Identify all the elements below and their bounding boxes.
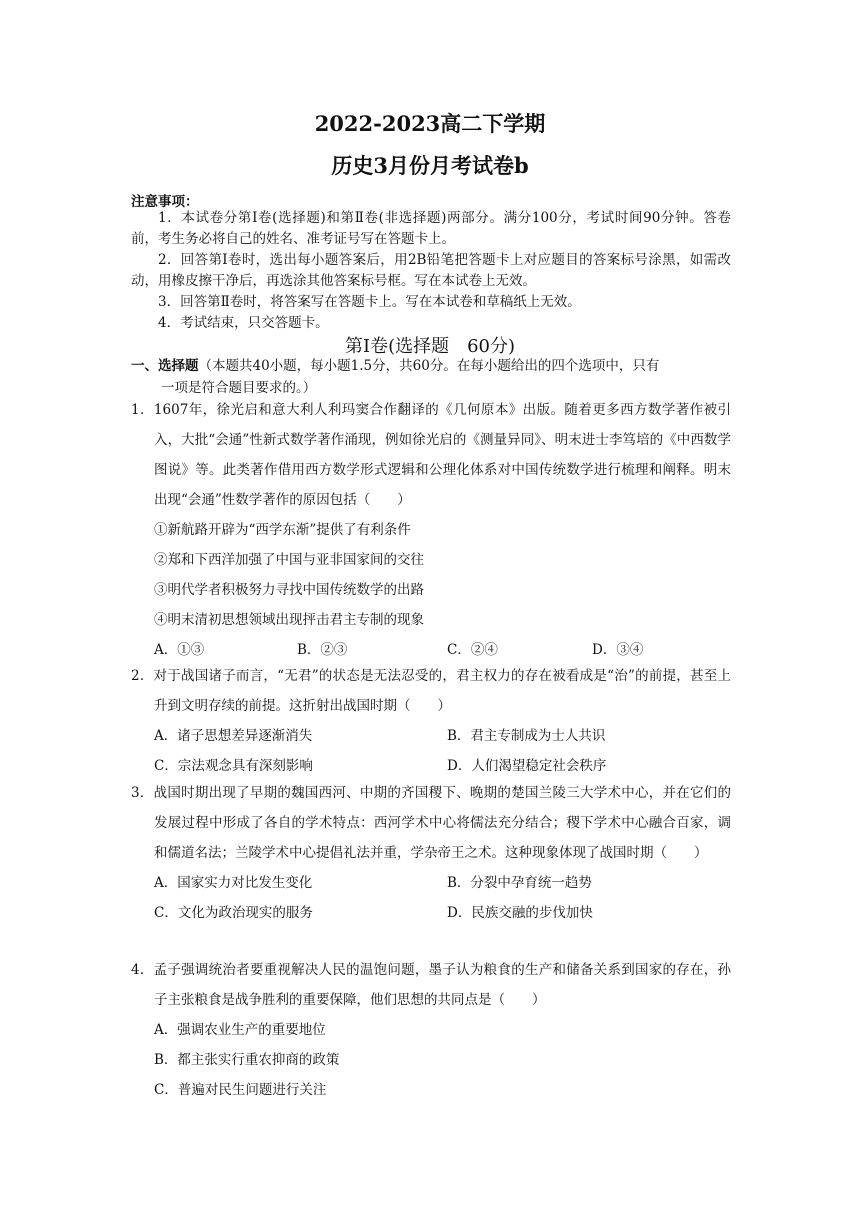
note-item: 4．考试结束，只交答题卡。 xyxy=(158,315,329,331)
instruction-label: 一、选择题 xyxy=(131,358,199,374)
exam-title-line1: 2022-2023高二下学期 xyxy=(314,111,546,136)
section-title-part1: 第Ⅰ卷(选择题 xyxy=(344,336,450,357)
options-row xyxy=(131,721,731,751)
option-b: B．都主张实行重农抑商的政策 xyxy=(154,1052,340,1068)
option-a: A．国家实力对比发生变化 xyxy=(154,875,313,891)
option-b: B．②③ xyxy=(297,642,348,658)
question-stem: 4．孟子强调统治者要重视解决人民的温饱问题，墨子认为粮食的生产和储备关系到国家的存在，孙子主张粮食是战争胜利的重要保障，他们思想的共同点是（ ） xyxy=(131,962,731,1008)
question-1 xyxy=(131,395,731,665)
question-stem: 3．战国时期出现了早期的魏国西河、中期的齐国稷下、晚期的楚国兰陵三大学术中心，并在它们的发展过程中形成了各自的学术特点：西河学术中心将儒法充分结合；稷下学术中心融合百家，调和儒道名法；兰陵学术中心提倡礼法并重，学杂帝王之术。这种现象体现了战国时期（ ） xyxy=(131,785,731,861)
option-d: D．民族交融的步伐加快 xyxy=(447,905,593,921)
instruction-text-2: 一项是符合题目要求的。） xyxy=(161,380,317,396)
option-c: C．普遍对民生问题进行关注 xyxy=(154,1082,327,1098)
option-b: B．分裂中孕育统一趋势 xyxy=(447,875,592,891)
question-2 xyxy=(131,661,731,781)
statement-item: ②郑和下西洋加强了中国与亚非国家间的交往 xyxy=(154,552,424,568)
section-title-part2: 60分) xyxy=(467,336,516,357)
option-a: A．强调农业生产的重要地位 xyxy=(154,1022,326,1038)
statement-item: ④明末清初思想领域出现抨击君主专制的现象 xyxy=(154,612,424,628)
options-row xyxy=(131,751,731,781)
question-4 xyxy=(131,955,731,1105)
option-d: D．人们渴望稳定社会秩序 xyxy=(447,758,607,774)
statement-item: ①新航路开辟为“西学东渐”提供了有利条件 xyxy=(154,522,411,538)
option-c: C．宗法观念具有深刻影响 xyxy=(154,758,313,774)
question-stem: 1．1607年，徐光启和意大利人利玛窦合作翻译的《几何原本》出版。随着更多西方数学著作被引入，大批“会通”性新式数学著作涌现，例如徐光启的《测量异同》、明末进士李笃培的《中西数学图说》等。此类著作借用西方数学形式逻辑和公理化体系对中国传统数学进行梳理和阐释。明末出现“会通”性数学著作的原因包括（ ） xyxy=(131,402,731,508)
question-3 xyxy=(131,778,731,928)
option-a: A．诸子思想差异逐渐消失 xyxy=(154,728,313,744)
note-item: 1．本试卷分第Ⅰ卷(选择题)和第Ⅱ卷(非选择题)两部分。满分100分，考试时间90分钟。答卷前，考生务必将自己的姓名、准考证号写在答题卡上。 xyxy=(131,210,731,247)
option-c: C．②④ xyxy=(447,642,498,658)
option-a: A．①③ xyxy=(154,642,205,658)
statement-item: ③明代学者积极努力寻找中国传统数学的出路 xyxy=(154,582,424,598)
question-stem: 2．对于战国诸子而言，“无君”的状态是无法忍受的，君主权力的存在被看成是“治”的前提，甚至上升到文明存续的前提。这折射出战国时期（ ） xyxy=(131,668,731,714)
section-instruction xyxy=(131,355,731,399)
note-item: 3．回答第Ⅱ卷时，将答案写在答题卡上。写在本试卷和草稿纸上无效。 xyxy=(158,294,581,310)
note-item: 2．回答第Ⅰ卷时，选出每小题答案后，用2B铅笔把答题卡上对应题目的答案标号涂黑，如需改动，用橡皮擦干净后，再选涂其他答案标号框。写在本试卷上无效。 xyxy=(131,252,731,289)
option-b: B．君主专制成为士人共识 xyxy=(447,728,606,744)
exam-title-line2: 历史3月份月考试卷b xyxy=(331,153,529,178)
option-c: C．文化为政治现实的服务 xyxy=(154,905,313,921)
instruction-text-1: （本题共40小题，每小题1.5分，共60分。在每小题给出的四个选项中，只有 xyxy=(198,358,660,374)
options-row xyxy=(131,898,731,928)
notes-list xyxy=(131,208,731,334)
notes-heading: 注意事项： xyxy=(131,194,199,210)
options-row xyxy=(131,868,731,898)
option-d: D．③④ xyxy=(592,642,644,658)
